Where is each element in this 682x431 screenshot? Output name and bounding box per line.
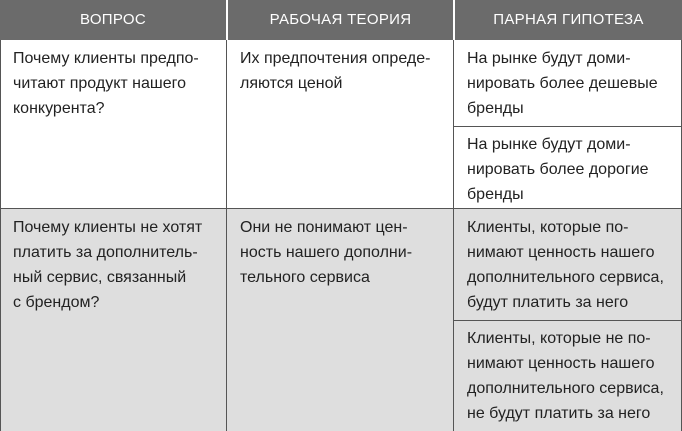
column-divider — [226, 40, 227, 208]
question-text: Почему клиенты предпо- — [13, 50, 199, 67]
theory-text: Они не понимают цен- — [240, 219, 408, 236]
question-text: с брендом? — [13, 294, 100, 311]
theory-text: ляются ценой — [240, 75, 343, 92]
theory-cell — [227, 209, 454, 290]
hypothesis-text: дополнительного сервиса, — [467, 380, 664, 397]
question-text: конкурента? — [13, 100, 105, 117]
hypothesis-cell — [454, 40, 682, 207]
theory-cell — [227, 40, 454, 96]
hypothesis-text: нировать более дорогие — [467, 161, 649, 178]
hypothesis-text: будут платить за него — [467, 294, 629, 311]
column-divider — [226, 209, 227, 431]
hypothesis-divider — [454, 320, 682, 321]
theory-text: Их предпочтения опреде- — [240, 50, 431, 67]
table-border-left — [0, 40, 1, 431]
hypothesis-item — [467, 326, 672, 426]
hypothesis-item — [467, 215, 672, 315]
question-text: Почему клиенты не хотят — [13, 219, 203, 236]
hypothesis-text: Клиенты, которые по- — [467, 219, 629, 236]
hypothesis-text: На рынке будут доми- — [467, 50, 631, 67]
hypothesis-divider — [454, 126, 682, 127]
question-text: ный сервис, связанный — [13, 269, 187, 286]
column-divider — [453, 209, 454, 431]
question-cell — [0, 209, 227, 315]
column-divider — [453, 40, 454, 208]
hypothesis-item — [467, 132, 672, 207]
hypothesis-text: бренды — [467, 100, 524, 117]
hypothesis-text: нимают ценность нашего — [467, 355, 655, 372]
header-question: ВОПРОС — [80, 11, 146, 28]
hypothesis-text: Клиенты, которые не по- — [467, 330, 651, 347]
question-cell — [0, 40, 227, 121]
hypothesis-text: На рынке будут доми- — [467, 136, 631, 153]
theory-text: ность нашего дополни- — [240, 244, 413, 261]
hypothesis-text: бренды — [467, 186, 524, 203]
hypothesis-item — [467, 46, 672, 121]
theory-text: тельного сервиса — [240, 269, 370, 286]
table-row — [0, 209, 682, 431]
table-header — [0, 0, 682, 40]
hypothesis-text: нировать более дешевые — [467, 75, 658, 92]
header-working-theory: РАБОЧАЯ ТЕОРИЯ — [269, 11, 412, 28]
table-row — [0, 40, 682, 208]
hypothesis-text: дополнительного сервиса, — [467, 269, 664, 286]
header-paired-hypothesis: ПАРНАЯ ГИПОТЕЗА — [493, 11, 644, 28]
question-text: читают продукт нашего — [13, 75, 186, 92]
hypothesis-text: нимают ценность нашего — [467, 244, 655, 261]
hypothesis-cell — [454, 209, 682, 426]
question-text: платить за дополнитель- — [13, 244, 198, 261]
hypothesis-text: не будут платить за него — [467, 405, 651, 422]
